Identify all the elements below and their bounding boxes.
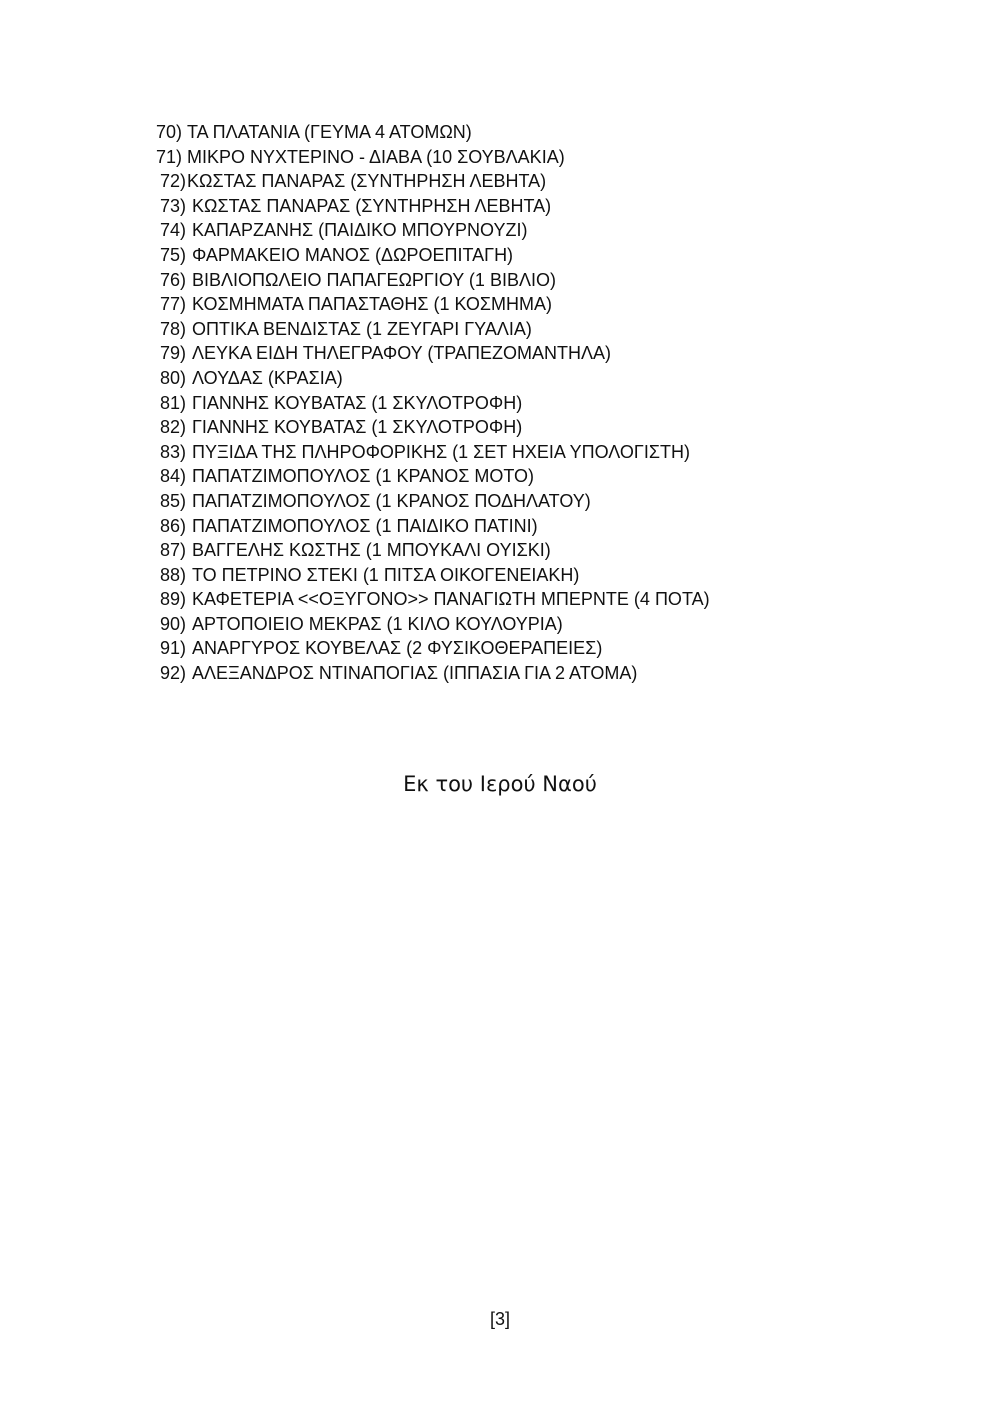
item-number: 91): [159, 638, 186, 659]
item-number: 84): [159, 466, 186, 487]
item-text: ΓΙΑΝΝΗΣ ΚΟΥΒΑΤΑΣ (1 ΣΚΥΛΟΤΡΟΦΗ): [192, 392, 523, 413]
item-number: 79): [159, 343, 186, 364]
item-text: ΠΑΠΑΤΖΙΜΟΠΟΥΛΟΣ (1 ΠΑΙΔΙΚΟ ΠΑΤΙΝΙ): [192, 515, 538, 536]
item-number: 74): [159, 220, 186, 241]
item-number: 81): [159, 392, 186, 413]
item-text: ΚΑΠΑΡΖΑΝΗΣ (ΠΑΙΔΙΚΟ ΜΠΟΥΡΝΟΥΖΙ): [192, 220, 528, 241]
item-number: 75): [159, 244, 186, 265]
item-text: ΠΑΠΑΤΖΙΜΟΠΟΥΛΟΣ (1 ΚΡΑΝΟΣ ΠΟΔΗΛΑΤΟΥ): [192, 490, 591, 511]
item-number: 87): [159, 540, 186, 561]
item-text: ΚΟΣΜΗΜΑΤΑ ΠΑΠΑΣΤΑΘΗΣ (1 ΚΟΣΜΗΜΑ): [192, 294, 553, 315]
item-number: 78): [159, 318, 186, 339]
item-number: 71): [155, 146, 182, 167]
item-text: ΦΑΡΜΑΚΕΙΟ ΜΑΝΟΣ (ΔΩΡΟΕΠΙΤΑΓΗ): [192, 244, 514, 265]
item-number: 77): [159, 294, 186, 315]
item-text: ΟΠΤΙΚΑ ΒΕΝΔΙΣΤΑΣ (1 ΖΕΥΓΑΡΙ ΓΥΑΛΙΑ): [192, 318, 532, 339]
item-number: 89): [159, 589, 186, 610]
item-text: ΠΥΞΙΔΑ ΤΗΣ ΠΛΗΡΟΦΟΡΙΚΗΣ (1 ΣΕΤ ΗΧΕΙΑ ΥΠΟΛΟΓΙΣΤΗ): [192, 441, 690, 462]
item-number: 88): [159, 564, 186, 585]
closing-line: Εκ του Ιερού Ναού: [403, 772, 597, 796]
item-number: 85): [159, 490, 186, 511]
item-number: 76): [159, 269, 186, 290]
item-text: ΠΑΠΑΤΖΙΜΟΠΟΥΛΟΣ (1 ΚΡΑΝΟΣ ΜΟΤΟ): [192, 466, 534, 487]
item-text: ΓΙΑΝΝΗΣ ΚΟΥΒΑΤΑΣ (1 ΣΚΥΛΟΤΡΟΦΗ): [192, 417, 523, 438]
item-text: ΚΩΣΤΑΣ ΠΑΝΑΡΑΣ (ΣΥΝΤΗΡΗΣΗ ΛΕΒΗΤΑ): [187, 171, 547, 192]
item-text: ΑΝΑΡΓΥΡΟΣ ΚΟΥΒΕΛΑΣ (2 ΦΥΣΙΚΟΘΕΡΑΠΕΙΕΣ): [192, 638, 603, 659]
page-number: [3]: [489, 1309, 510, 1329]
item-text: ΒΑΓΓΕΛΗΣ ΚΩΣΤΗΣ (1 ΜΠΟΥΚΑΛΙ ΟΥΙΣΚΙ): [192, 540, 551, 561]
item-text: ΑΛΕΞΑΝΔΡΟΣ ΝΤΙΝΑΠΟΓΙΑΣ (ΙΠΠΑΣΙΑ ΓΙΑ 2 ΑΤΟΜΑ): [192, 663, 638, 684]
item-number: 70): [155, 122, 182, 142]
item-text: ΤΟ ΠΕΤΡΙΝΟ ΣΤΕΚΙ (1 ΠΙΤΣΑ ΟΙΚΟΓΕΝΕΙΑΚΗ): [192, 564, 580, 585]
item-text: ΒΙΒΛΙΟΠΩΛΕΙΟ ΠΑΠΑΓΕΩΡΓΙΟΥ (1 ΒΙΒΛΙΟ): [192, 269, 556, 290]
item-number: 83): [159, 441, 186, 462]
item-number: 80): [159, 367, 186, 388]
item-text: ΛΕΥΚΑ ΕΙΔΗ ΤΗΛΕΓΡΑΦΟΥ (ΤΡΑΠΕΖΟΜΑΝΤΗΛΑ): [192, 343, 612, 364]
item-text: ΤΑ ΠΛΑΤΑΝΙΑ (ΓΕΥΜΑ 4 ΑΤΟΜΩΝ): [187, 122, 472, 142]
item-number: 86): [159, 515, 186, 536]
item-text: ΚΩΣΤΑΣ ΠΑΝΑΡΑΣ (ΣΥΝΤΗΡΗΣΗ ΛΕΒΗΤΑ): [192, 195, 552, 216]
item-text: ΜΙΚΡΟ ΝΥΧΤΕΡΙΝΟ - ΔΙΑΒΑ (10 ΣΟΥΒΛΑΚΙΑ): [187, 146, 565, 167]
item-text: ΛΟΥΔΑΣ (ΚΡΑΣΙΑ): [192, 367, 343, 388]
item-number: 72): [159, 171, 186, 192]
item-number: 82): [159, 417, 186, 438]
item-number: 92): [159, 663, 186, 684]
item-text: ΑΡΤΟΠΟΙΕΙΟ ΜΕΚΡΑΣ (1 ΚΙΛΟ ΚΟΥΛΟΥΡΙΑ): [192, 613, 563, 634]
item-text: ΚΑΦΕΤΕΡΙΑ <<ΟΞΥΓΟΝΟ>> ΠΑΝΑΓΙΩΤΗ ΜΠΕΡΝΤΕ (4 ΠΟΤΑ): [192, 589, 710, 610]
item-number: 90): [159, 613, 186, 634]
item-number: 73): [159, 195, 186, 216]
